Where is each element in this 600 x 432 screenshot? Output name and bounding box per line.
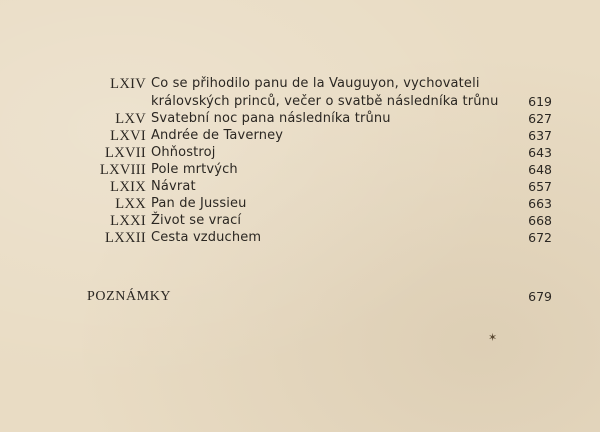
page-number: 668 <box>528 213 552 228</box>
notes-heading: POZNÁMKY <box>87 289 172 304</box>
toc-entry-lxix <box>0 178 600 196</box>
chapter-title: Svatební noc pana následníka trůnu <box>151 111 391 126</box>
page-number: 663 <box>528 196 552 211</box>
chapter-number: LXX <box>115 196 146 212</box>
page-number: 627 <box>528 111 552 126</box>
toc-entry-lxvi <box>0 127 600 145</box>
notes-page-number: 679 <box>528 289 552 304</box>
page-number: 637 <box>528 128 552 143</box>
toc-entry-lxxi <box>0 212 600 230</box>
chapter-title: Pole mrtvých <box>151 162 238 177</box>
page-number: 619 <box>528 94 552 109</box>
chapter-number: LXV <box>115 111 146 127</box>
chapter-title: Život se vrací <box>151 213 242 228</box>
chapter-title: Co se přihodilo panu de la Vauguyon, vychovateli <box>151 76 480 91</box>
chapter-number: LXXI <box>110 213 146 229</box>
chapter-title: královských princů, večer o svatbě následníka trůnu <box>151 94 499 109</box>
chapter-title: Návrat <box>151 179 196 194</box>
toc-entry-lxxii <box>0 229 600 247</box>
chapter-number: LXVII <box>105 145 146 161</box>
chapter-number: LXVI <box>110 128 146 144</box>
chapter-title: Cesta vzduchem <box>151 230 262 245</box>
chapter-title: Andrée de Taverney <box>151 128 284 143</box>
toc-entry-lxx <box>0 195 600 213</box>
chapter-number: LXVIII <box>99 162 146 178</box>
paper-speck: ✶ <box>488 331 498 344</box>
toc-entry-lxiv <box>0 75 600 93</box>
toc-entry-lxviii <box>0 161 600 179</box>
chapter-title: Pan de Jussieu <box>151 196 247 211</box>
page-number: 672 <box>528 230 552 245</box>
toc-entry-lxvii <box>0 144 600 162</box>
toc-entry-lxv <box>0 110 600 128</box>
chapter-number: LXIX <box>110 179 146 195</box>
chapter-number: LXXII <box>105 230 146 246</box>
chapter-number: LXIV <box>110 76 146 92</box>
page-number: 657 <box>528 179 552 194</box>
chapter-title: Ohňostroj <box>151 145 216 160</box>
page-number: 648 <box>528 162 552 177</box>
page-number: 643 <box>528 145 552 160</box>
toc-entry-lxiv-continued <box>0 93 600 111</box>
